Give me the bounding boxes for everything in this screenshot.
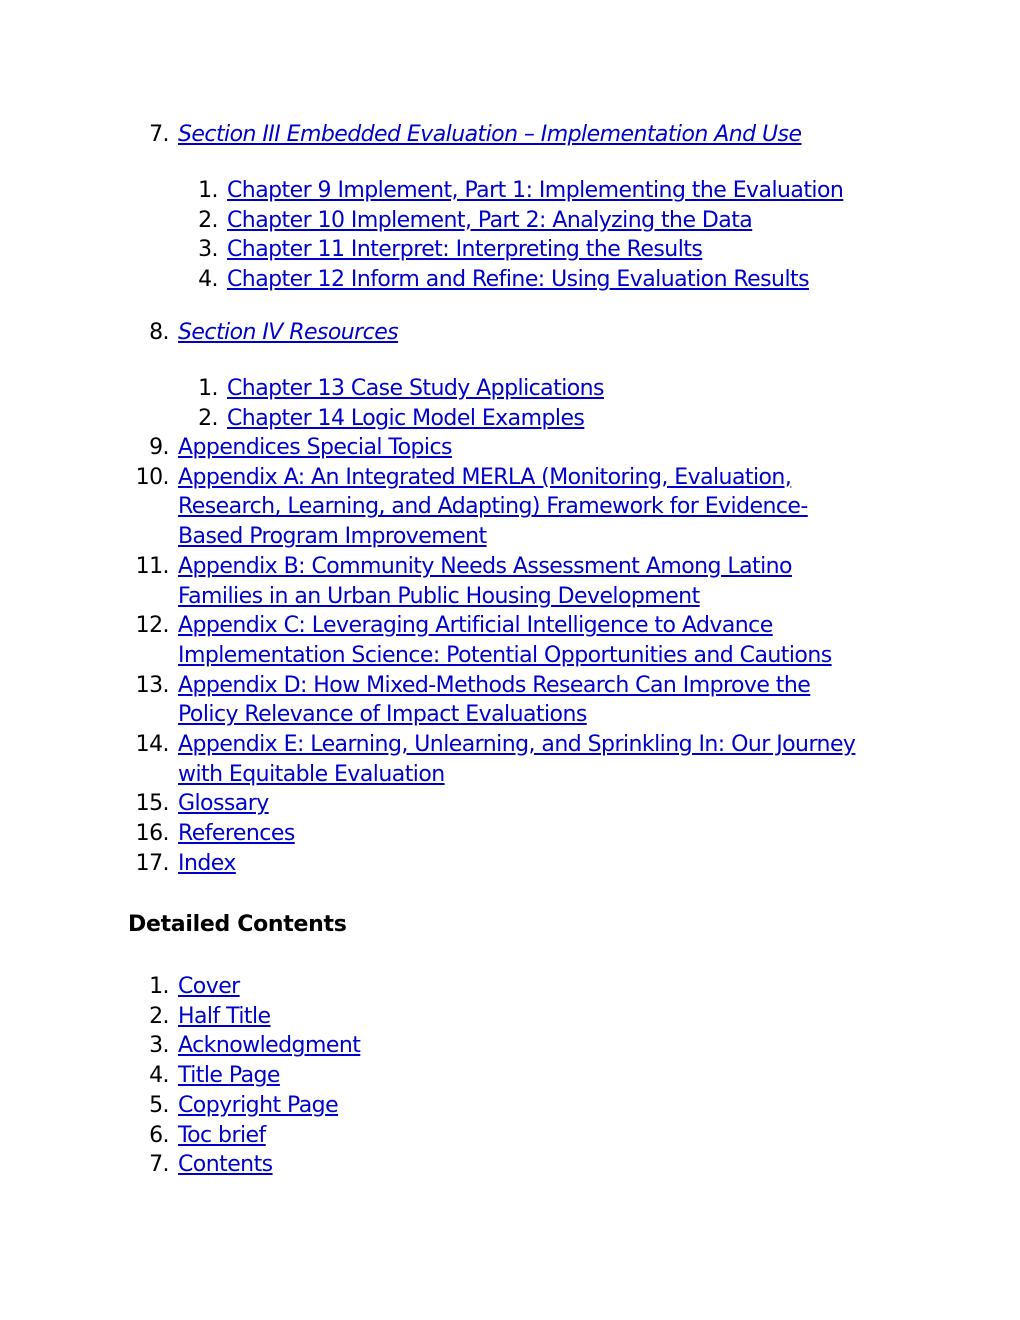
detailed-entry-title-page	[149, 1061, 868, 1091]
toc-entry-section-3	[149, 120, 868, 150]
toc-entry-number: 2.	[198, 405, 218, 431]
detailed-link-acknowledgment[interactable]: Acknowledgment	[178, 1033, 361, 1059]
toc-entry-number: 14.	[135, 732, 169, 758]
toc-entry-number: 12.	[135, 613, 169, 639]
detailed-entry-copyright-page	[149, 1091, 868, 1121]
toc-link-appendices[interactable]: Appendices Special Topics	[178, 435, 452, 460]
toc-entry-section-4	[149, 318, 868, 348]
toc-entry-number: 2.	[149, 1003, 169, 1029]
detailed-link-copyright-page[interactable]: Copyright Page	[178, 1092, 339, 1118]
toc-link-section-3[interactable]: Section III Embedded Evaluation – Implementation And Use	[178, 122, 802, 147]
toc-link-appendix-b[interactable]: Appendix B: Community Needs Assessment Among Latino Families in an Urban Public Housing Development	[178, 553, 792, 609]
toc-entry-number: 4.	[149, 1063, 169, 1089]
toc-entry-number: 3.	[149, 1033, 169, 1059]
detailed-contents-list	[0, 972, 1020, 1180]
detailed-entry-contents	[149, 1150, 868, 1180]
toc-entry-number: 16.	[135, 821, 169, 847]
toc-entry-appendix-e	[135, 730, 868, 789]
detailed-link-half-title[interactable]: Half Title	[178, 1003, 271, 1029]
toc-entry-chapter-10	[198, 206, 927, 236]
detailed-link-toc-brief[interactable]: Toc brief	[178, 1122, 266, 1148]
toc-link-glossary[interactable]: Glossary	[178, 791, 269, 817]
toc-entry-glossary	[135, 789, 868, 819]
toc-link-chapter-9[interactable]: Chapter 9 Implement, Part 1: Implementing the Evaluation	[227, 178, 844, 203]
toc-link-appendix-a[interactable]: Appendix A: An Integrated MERLA (Monitoring, Evaluation, Research, Learning, and Adapting) Framework for Evidence-Based Program Improvement	[178, 464, 808, 550]
toc-entry-number: 11.	[135, 553, 169, 579]
toc-entry-number: 15.	[135, 791, 169, 817]
toc-link-appendix-d[interactable]: Appendix D: How Mixed-Methods Research Can Improve the Policy Relevance of Impact Evaluations	[178, 672, 811, 728]
toc-entry-number: 1.	[198, 178, 218, 203]
toc-entry-references	[135, 819, 868, 849]
toc-entry-appendix-a	[135, 463, 868, 552]
toc-link-chapter-10[interactable]: Chapter 10 Implement, Part 2: Analyzing the Data	[227, 207, 753, 233]
detailed-entry-toc-brief	[149, 1121, 868, 1151]
toc-entry-number: 8.	[149, 320, 169, 345]
toc-entry-number: 1.	[198, 376, 218, 401]
toc-link-chapter-14[interactable]: Chapter 14 Logic Model Examples	[227, 405, 585, 431]
toc-entry-index	[135, 849, 868, 879]
detailed-entry-half-title	[149, 1002, 868, 1032]
detailed-entry-acknowledgment	[149, 1031, 868, 1061]
toc-link-section-4[interactable]: Section IV Resources	[178, 320, 399, 345]
detailed-entry-cover	[149, 972, 868, 1002]
detailed-link-cover[interactable]: Cover	[178, 974, 240, 999]
toc-entry-appendices	[149, 433, 868, 463]
toc-entry-chapter-9	[198, 176, 927, 206]
toc-section-3	[0, 120, 1020, 150]
toc-entry-number: 5.	[149, 1092, 169, 1118]
detailed-link-title-page[interactable]: Title Page	[178, 1063, 280, 1089]
toc-entry-number: 9.	[149, 435, 169, 460]
toc-entry-appendix-d	[135, 671, 868, 730]
detailed-contents-heading: Detailed Contents	[128, 912, 347, 937]
toc-entry-appendix-c	[135, 611, 868, 670]
toc-entry-number: 13.	[135, 672, 169, 698]
toc-entry-number: 7.	[149, 122, 169, 147]
detailed-link-contents[interactable]: Contents	[178, 1152, 273, 1178]
toc-link-index[interactable]: Index	[178, 850, 236, 876]
toc-link-chapter-13[interactable]: Chapter 13 Case Study Applications	[227, 376, 604, 401]
toc-entry-number: 10.	[135, 464, 169, 490]
toc-entry-appendix-b	[135, 552, 868, 611]
toc-link-chapter-12[interactable]: Chapter 12 Inform and Refine: Using Evaluation Results	[227, 267, 810, 293]
toc-section-3-chapters	[0, 176, 1020, 295]
toc-entry-number: 1.	[149, 974, 169, 999]
toc-entry-number: 4.	[198, 267, 218, 293]
toc-entry-chapter-12	[198, 265, 927, 295]
toc-entry-chapter-14	[198, 404, 927, 434]
toc-link-references[interactable]: References	[178, 821, 295, 847]
toc-appendix-list	[0, 433, 1020, 879]
toc-entry-chapter-11	[198, 235, 927, 265]
toc-section-4	[0, 318, 1020, 348]
toc-link-appendix-c[interactable]: Appendix C: Leveraging Artificial Intelligence to Advance Implementation Science: Potential Opportunities and Cautions	[178, 613, 832, 668]
toc-entry-chapter-13	[198, 374, 927, 404]
toc-link-chapter-11[interactable]: Chapter 11 Interpret: Interpreting the Results	[227, 237, 703, 263]
toc-link-appendix-e[interactable]: Appendix E: Learning, Unlearning, and Sprinkling In: Our Journey with Equitable Evaluation	[178, 732, 856, 787]
toc-entry-number: 7.	[149, 1152, 169, 1178]
toc-entry-number: 6.	[149, 1122, 169, 1148]
toc-entry-number: 17.	[135, 850, 169, 876]
toc-entry-number: 2.	[198, 207, 218, 233]
toc-entry-number: 3.	[198, 237, 218, 263]
toc-section-4-chapters	[0, 374, 1020, 433]
